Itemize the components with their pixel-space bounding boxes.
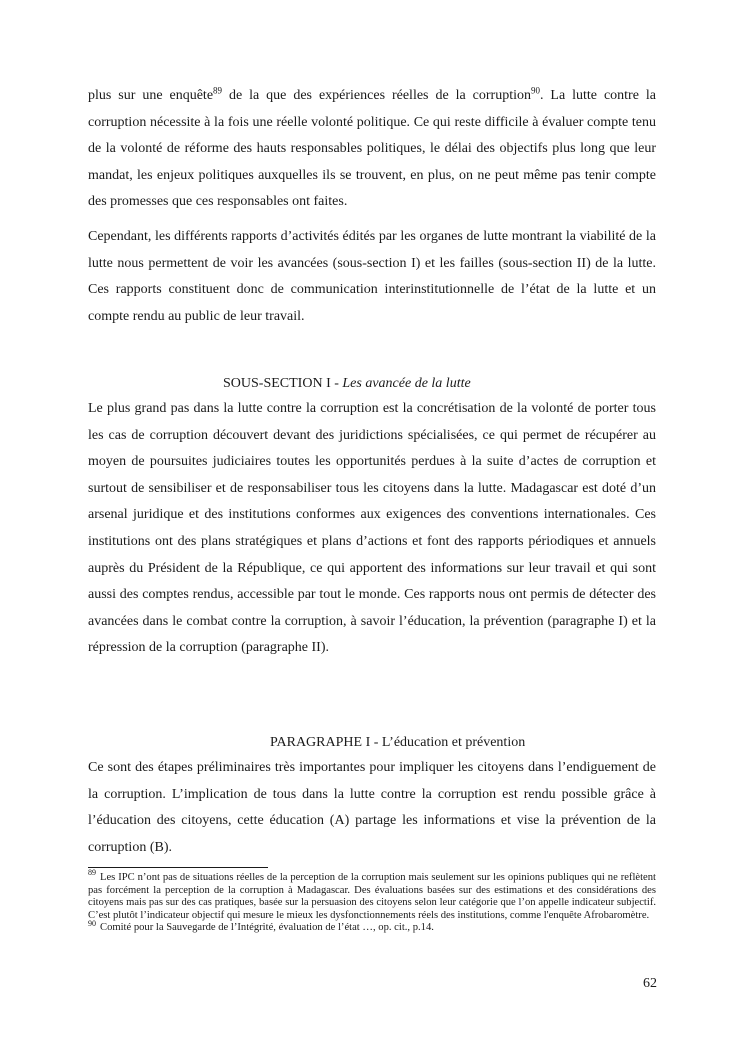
paragraph-text: . La lutte contre la corruption nécessite à la fois une réelle volonté politique. Ce qui reste difficile à évaluer compte tenu de la volonté de réforme des hauts responsables politiques, le délai des objectifs plus long que leur mandat, les enjeux politiques auxquelles ils se trouvent, en plus, on ne peut même pas tenir compte des promesses que ces responsables ont faites.	[88, 88, 656, 210]
paragraph-text: de la que des expériences réelles de la corruption	[222, 88, 531, 103]
paragraph-text: Cependant, les différents rapports d’activités édités par les organes de lutte montrant la viabilité de la lutte nous permettent de voir les avancées (sous-section I) et les failles (sous-section II) de la lutte. Ces rapports constituent donc de communication interinstitutionnelle de l’état de la lutte et un compte rendu au public de leur travail.	[88, 229, 656, 324]
paragraph-text: Le plus grand pas dans la lutte contre la corruption est la concrétisation de la volonté de porter tous les cas de corruption découvert devant des juridictions spécialisées, ce qui permet de récupérer au moyen de poursuites judiciaires toutes les opportunités perdues à la suite d’actes de corruption et surtout de sensibiliser et de responsabiliser tous les citoyens dans la lutte. Madagascar est doté d’un arsenal juridique et des institutions conformes aux exigences des conventions internationales. Ces institutions ont des plans stratégiques et plans d’actions et font des rapports périodiques et annuels auprès du Président de la République, ce qui apportent des informations sur leur travail et qui sont aussi des comptes rendus, accessible par tout le monde. Ces rapports nous ont permis de détecter des avancées dans le combat contre la corruption, à savoir l’éducation, la prévention (paragraphe I) et la répression de la corruption (paragraphe II).	[88, 401, 656, 656]
footnote-divider	[88, 867, 268, 868]
section-heading-label: SOUS-SECTION I -	[223, 376, 343, 391]
section-heading-title: Les avancée de la lutte	[342, 376, 471, 391]
footnote-90	[88, 918, 656, 935]
footnote-number: 89	[88, 868, 96, 878]
footnotes	[88, 868, 656, 935]
paragraph-text: Ce sont des étapes préliminaires très importantes pour impliquer les citoyens dans l’endiguement de la corruption. L’implication de tous dans la lutte contre la corruption est rendu possible grâce à l’éducation des citoyens, cette éducation (A) partage les informations et vise la prévention de la corruption (B).	[88, 760, 656, 855]
body-paragraph-2	[88, 224, 656, 330]
footnote-text: Comité pour la Sauvegarde de l’Intégrité, évaluation de l’état …, op. cit., p.14.	[100, 922, 434, 934]
paragraph-text: plus sur une enquête	[88, 88, 214, 103]
body-paragraph-4	[88, 755, 656, 861]
footnote-text: Les IPC n’ont pas de situations réelles de la perception de la corruption mais seulement sur les opinions publiques qui ne reflètent pas forcément la perception de la corruption à Madagascar. Des évaluations basées sur des estimations et des considérations des citoyens mais pas sur des cas pratiques, basée sur la persuasion des citoyens selon leur catégorie que l’on appelle indicateur subjectif. C’est plutôt l’indicateur objectif qui mesure le mieux les dysfonctionnements réels des institutions, comme l'enquête Afrobaromètre.	[88, 872, 656, 921]
footnote-89	[88, 868, 656, 922]
body-paragraph-3	[88, 396, 656, 662]
paragraph-heading: PARAGRAPHE I - L’éducation et prévention	[270, 735, 526, 750]
section-heading	[223, 374, 471, 394]
body-paragraph-1	[88, 83, 656, 216]
footnote-ref-90[interactable]: 90	[530, 85, 540, 96]
page-number: 62	[643, 976, 657, 991]
footnote-number: 90	[88, 918, 96, 928]
footnote-ref-89[interactable]: 89	[213, 85, 223, 96]
